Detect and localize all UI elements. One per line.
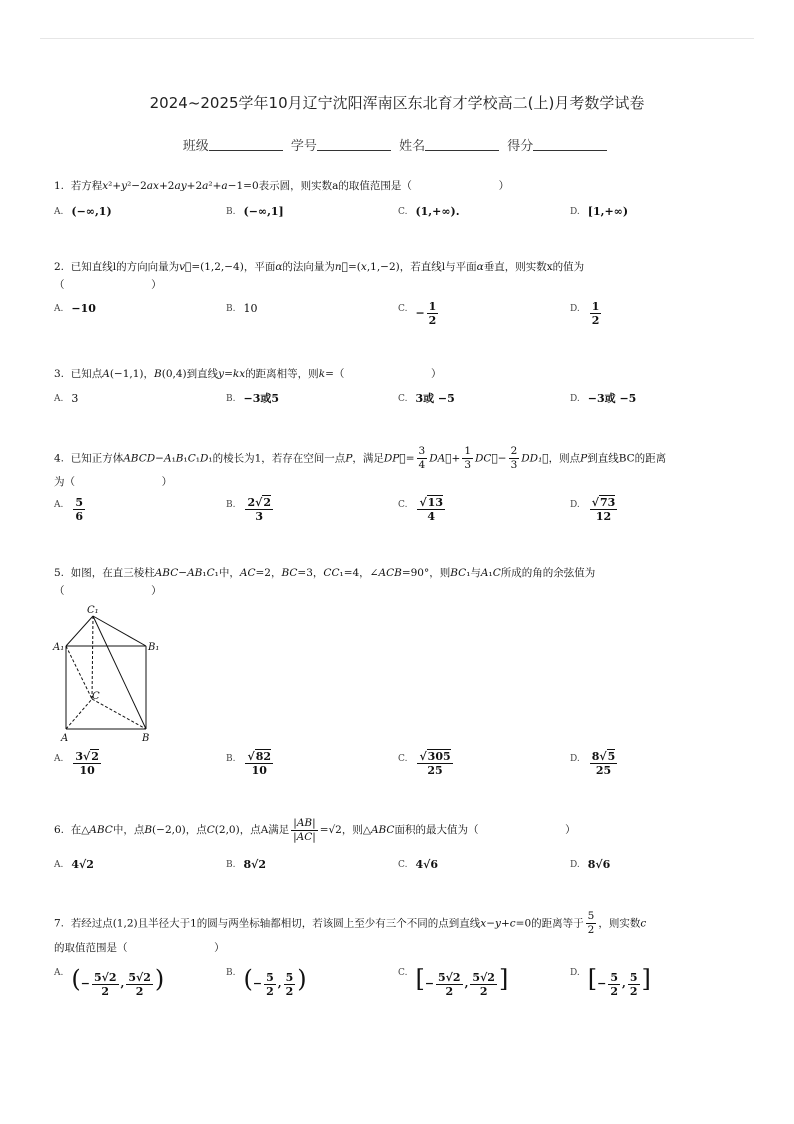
field-score-label: 得分	[507, 139, 534, 154]
question-number: 6.	[54, 824, 65, 836]
option-b[interactable]: B. $\frac{2√2}{3}$	[226, 496, 272, 523]
option-a[interactable]: A. −10	[54, 302, 96, 315]
option-d[interactable]: D. [1,+∞)	[570, 205, 629, 218]
edge-a1c1	[66, 616, 93, 646]
label-c: C	[92, 691, 100, 702]
field-name-label: 姓名	[399, 139, 426, 154]
option-b[interactable]: B. 10	[226, 302, 258, 315]
option-d[interactable]: D. $\frac{1}{2}$	[570, 300, 600, 327]
label-b1: B₁	[148, 642, 160, 653]
option-d[interactable]: D. [− $\frac{5}{2}$ , $\frac{5}{2}$ ]	[570, 965, 651, 998]
field-class-label: 班级	[182, 139, 209, 154]
options-q2	[54, 300, 744, 334]
option-c[interactable]: C. 4√6	[398, 858, 438, 871]
options-q4	[54, 496, 744, 530]
option-b[interactable]: B. 8√2	[226, 858, 267, 871]
option-d[interactable]: D. $\frac{8√5}{25}$	[570, 750, 616, 777]
option-c[interactable]: C. 3或 −5	[398, 392, 455, 405]
question-number: 4.	[54, 452, 65, 465]
score-blank[interactable]	[533, 138, 607, 151]
question-number: 5.	[54, 567, 65, 579]
option-a[interactable]: A. (−∞,1)	[54, 205, 112, 218]
question-number: 3.	[54, 368, 65, 380]
label-a1: A₁	[53, 642, 65, 653]
question-number: 7.	[54, 917, 65, 930]
segment-bc1	[93, 616, 146, 729]
options-q1	[54, 203, 744, 237]
label-b: B	[142, 733, 150, 744]
option-a[interactable]: A. 3	[54, 392, 79, 405]
student-info-row	[0, 135, 794, 154]
question-7: 7. 若经过点(1,2)且半径大于1的圆与两坐标轴都相切，若该圆上至少有三个不同的点到直线x−y+c=0的距离等于 $\frac{5}{2}$ ，则实数c 的取值范围是（ ）	[54, 910, 647, 954]
header-rule	[40, 38, 754, 39]
question-2: 2. 已知直线l的方向向量为v⃗=(1,2,−4)，平面α的法向量为n⃗=(x,1,−2)，若直线l与平面α垂直，则实数x的值为 （ ）	[54, 261, 585, 291]
option-a[interactable]: A. $\frac{3√2}{10}$	[54, 750, 99, 777]
option-c[interactable]: C. $\frac{√13}{4}$	[398, 496, 443, 523]
edge-c1b1	[93, 616, 146, 646]
options-q5	[54, 750, 744, 784]
option-d[interactable]: D. −3或 −5	[570, 392, 637, 405]
class-blank[interactable]	[209, 138, 283, 151]
options-q6	[54, 856, 744, 890]
question-5: 5. 如图，在直三棱柱ABC−AB₁C₁中，AC=2，BC=3，CC₁=4，∠ACB=90°，则BC₁与A₁C所成的角的余弦值为 （ ）	[54, 567, 596, 597]
option-d[interactable]: D. 8√6	[570, 858, 611, 871]
options-q7	[54, 964, 744, 1004]
edge-cc1	[92, 616, 93, 699]
question-6: 6. 在△ABC中，点B(−2,0)，点C(2,0)，点A满足 $\frac{|AB|}{|AC|}$ =√2，则△ABC面积的最大值为（ ）	[54, 816, 576, 843]
option-c[interactable]: C. [− $\frac{5√2}{2}$ , $\frac{5√2}{2}$ ]	[398, 965, 509, 998]
question-1: 1. 若方程x²+y²−2ax+2ay+2a²+a−1=0表示圆，则实数a的取值范围是（ ）	[54, 180, 510, 192]
option-d[interactable]: D. $\frac{√73}{12}$	[570, 496, 616, 523]
question-number: 2.	[54, 261, 65, 273]
options-q3	[54, 390, 744, 424]
option-a[interactable]: A. $\frac{5}{6}$	[54, 496, 84, 523]
field-id-label: 学号	[290, 139, 317, 154]
edge-cb	[92, 699, 146, 729]
label-c1: C₁	[87, 605, 99, 616]
option-b[interactable]: B. $\frac{√82}{10}$	[226, 750, 272, 777]
edge-ac	[66, 699, 92, 729]
option-b[interactable]: B. (−∞,1]	[226, 205, 284, 218]
page-title: 2024~2025学年10月辽宁沈阳浑南区东北育才学校高二(上)月考数学试卷	[149, 94, 645, 112]
option-b[interactable]: B. (− $\frac{5}{2}$ , $\frac{5}{2}$ )	[226, 965, 307, 998]
option-a[interactable]: A. (− $\frac{5√2}{2}$ , $\frac{5√2}{2}$ )	[54, 965, 165, 998]
question-4: 4. 已知正方体ABCD−A₁B₁C₁D₁的棱长为1，若存在空间一点P，满足DP⃗= $\frac{3}{4}$ DA⃗+ $\frac{1}{3}$ DC⃗− $\frac{2}{3}$ DD₁⃗，则点P到直线BC的距离 为（ ）	[54, 445, 667, 488]
option-c[interactable]: C. $\frac{√305}{25}$	[398, 750, 451, 777]
question-number: 1.	[54, 180, 65, 192]
option-b[interactable]: B. −3或5	[226, 392, 280, 405]
prism-figure	[52, 603, 164, 745]
option-a[interactable]: A. 4√2	[54, 858, 94, 871]
name-blank[interactable]	[425, 138, 499, 151]
id-blank[interactable]	[317, 138, 391, 151]
segment-a1c	[66, 646, 92, 699]
option-c[interactable]: C. (1,+∞).	[398, 205, 460, 218]
question-3: 3. 已知点A(−1,1)，B(0,4)到直线y=kx的距离相等，则k=（ ）	[54, 368, 442, 380]
option-c[interactable]: C. − $\frac{1}{2}$	[398, 300, 437, 327]
label-a: A	[61, 733, 69, 744]
